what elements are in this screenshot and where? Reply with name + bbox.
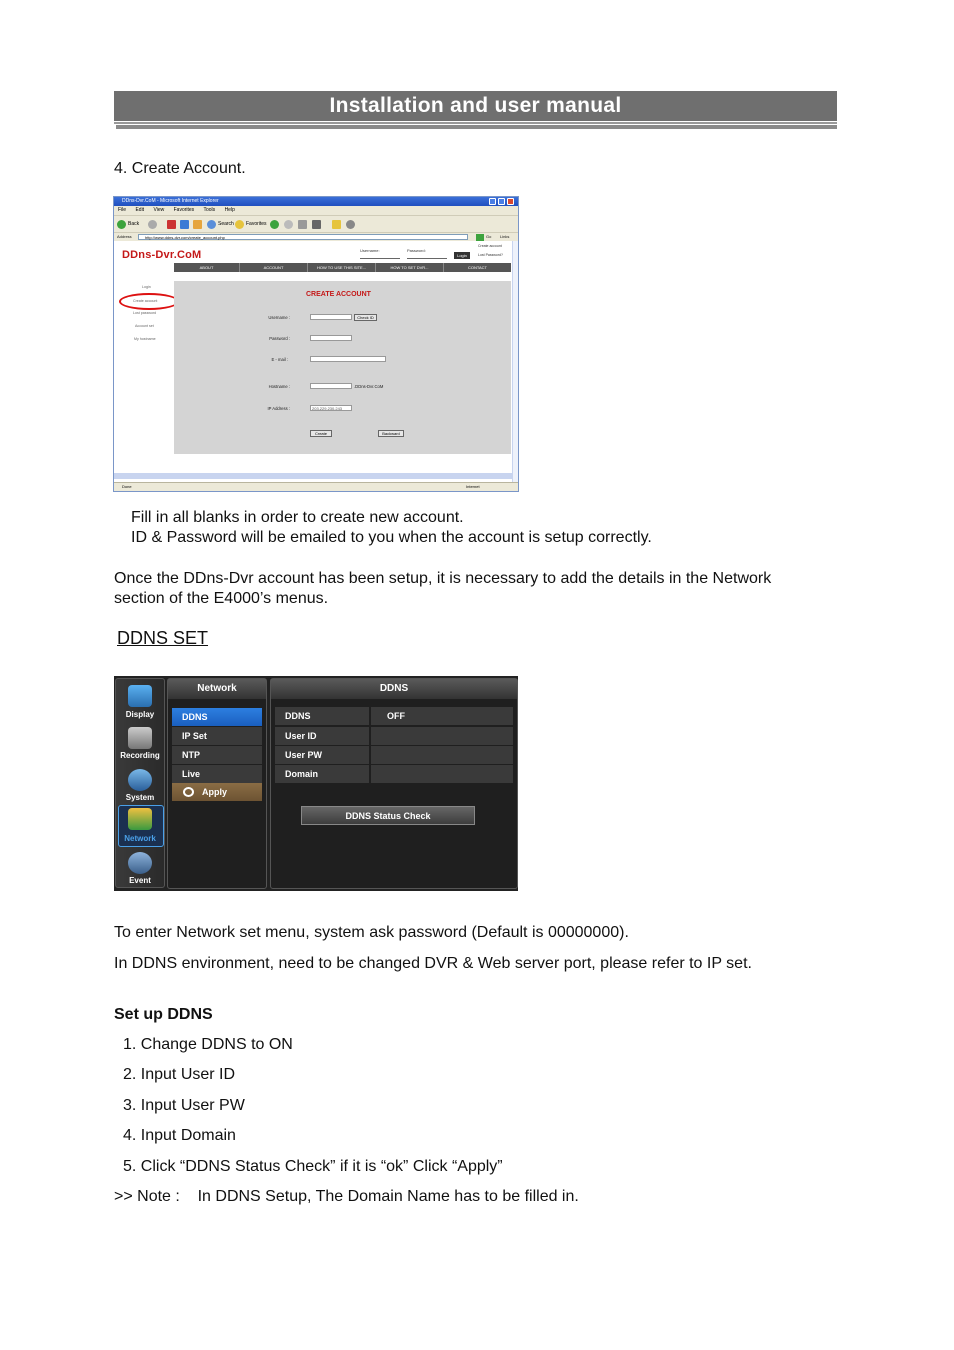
network-item-live[interactable]: Live xyxy=(172,765,262,783)
network-item-ip-set[interactable]: IP Set xyxy=(172,727,262,745)
setup-step-1: 1. Change DDNS to ON xyxy=(123,1036,293,1053)
stop-icon[interactable] xyxy=(167,220,176,229)
favorites-label[interactable]: Favorites xyxy=(246,221,267,227)
user-id-field[interactable] xyxy=(371,727,513,745)
history-icon[interactable] xyxy=(284,220,293,229)
email-input[interactable] xyxy=(310,356,386,362)
display-icon[interactable] xyxy=(128,685,152,707)
user-pw-label: User PW xyxy=(275,746,369,764)
create-account-form xyxy=(174,281,511,454)
address-input[interactable]: http://www.ddns-dvr.com/create_account.php xyxy=(138,234,468,240)
user-pw-field[interactable] xyxy=(371,746,513,764)
ddns-panel-title: DDNS xyxy=(271,679,517,699)
instruction-line-2: ID & Password will be emailed to you when the account is setup correctly. xyxy=(131,529,652,546)
ddns-settings-panel xyxy=(270,678,518,889)
header-rule xyxy=(114,122,837,124)
form-title: CREATE ACCOUNT xyxy=(306,291,371,298)
menu-file[interactable]: File xyxy=(118,207,127,213)
login-username-input[interactable] xyxy=(360,254,400,259)
setup-step-3: 3. Input User PW xyxy=(123,1097,245,1114)
hostname-input[interactable] xyxy=(310,383,352,389)
ddns-label: DDNS xyxy=(275,707,369,725)
setup-step-2: 2. Input User ID xyxy=(123,1066,236,1083)
print-icon[interactable] xyxy=(312,220,321,229)
instruction-line-1: Fill in all blanks in order to create new account. xyxy=(131,509,464,526)
nav-how-to-set-dvr[interactable]: HOW TO SET DVR... xyxy=(376,263,444,272)
recording-icon[interactable] xyxy=(128,727,152,749)
network-item-ddns[interactable]: DDNS xyxy=(172,708,262,726)
system-icon[interactable] xyxy=(128,769,152,791)
apply-button[interactable]: Apply xyxy=(172,783,262,801)
vertical-scrollbar[interactable] xyxy=(512,241,518,482)
apply-icon xyxy=(183,787,194,797)
menu-favorites[interactable]: Favorites xyxy=(173,207,195,213)
forward-icon[interactable] xyxy=(148,220,157,229)
note-password: To enter Network set menu, system ask password (Default is 00000000). xyxy=(114,924,629,941)
page-content xyxy=(114,241,512,482)
login-button[interactable]: Login xyxy=(454,252,470,259)
menu-edit[interactable]: Edit xyxy=(135,207,145,213)
email-label: E - mail : xyxy=(271,357,288,362)
backward-button[interactable]: Backward xyxy=(378,430,404,437)
ddns-value[interactable]: OFF xyxy=(371,707,513,725)
category-network[interactable]: Network xyxy=(124,834,156,843)
domain-label: Domain xyxy=(275,765,369,783)
search-label[interactable]: Search xyxy=(218,221,234,227)
category-event[interactable]: Event xyxy=(129,876,151,885)
username-label: Username : xyxy=(268,315,290,320)
browser-menubar xyxy=(114,206,518,215)
status-done: Done xyxy=(122,484,132,489)
sidebar-item-login[interactable]: Login xyxy=(142,285,151,289)
login-password-label: Password: xyxy=(407,248,426,253)
check-id-button[interactable]: Check ID xyxy=(354,314,377,321)
menu-view[interactable]: View xyxy=(153,207,165,213)
paragraph-line-1: Once the DDns-Dvr account has been setup, it is necessary to add the details in the Network xyxy=(114,570,772,587)
create-button[interactable]: Create xyxy=(310,430,332,437)
maximize-icon[interactable] xyxy=(498,198,505,205)
login-password-input[interactable] xyxy=(407,254,447,259)
ip-address-label: IP Address : xyxy=(267,406,290,411)
paragraph-line-2: section of the E4000’s menus. xyxy=(114,590,329,607)
site-navbar xyxy=(174,263,511,272)
setup-heading: Set up DDNS xyxy=(114,1006,213,1023)
ddns-row-user-id xyxy=(275,727,513,745)
password-input[interactable] xyxy=(310,335,352,341)
edit-icon[interactable] xyxy=(332,220,341,229)
category-display[interactable]: Display xyxy=(125,710,155,719)
home-icon[interactable] xyxy=(193,220,202,229)
status-zone: Internet xyxy=(466,484,480,489)
ddns-row-ddns xyxy=(275,707,513,725)
go-label[interactable]: Go xyxy=(486,234,492,239)
note-ports: In DDNS environment, need to be changed DVR & Web server port, please refer to IP set. xyxy=(114,955,752,972)
network-icon[interactable] xyxy=(128,808,152,830)
network-menu-panel xyxy=(167,678,267,889)
ddns-set-heading: DDNS SET xyxy=(117,628,209,648)
media-icon[interactable] xyxy=(270,220,279,229)
setup-note: >> Note : In DDNS Setup, The Domain Name has to be filled in. xyxy=(114,1188,579,1205)
browser-titlebar xyxy=(114,197,518,206)
sidebar-item-my-hostname[interactable]: My hostname xyxy=(134,337,156,341)
mail-icon[interactable] xyxy=(298,220,307,229)
nav-how-to-use[interactable]: HOW TO USE THIS SITE... xyxy=(308,263,376,272)
step-heading: 4. Create Account. xyxy=(114,160,246,177)
ddns-status-check-button[interactable]: DDNS Status Check xyxy=(301,806,475,825)
create-account-link[interactable]: Create account xyxy=(478,244,502,248)
setup-step-4: 4. Input Domain xyxy=(123,1127,236,1144)
menu-tools[interactable]: Tools xyxy=(203,207,216,213)
network-panel-title: Network xyxy=(168,679,266,699)
sidebar-item-create-account[interactable]: Create account xyxy=(133,299,158,303)
minimize-icon[interactable] xyxy=(489,198,496,205)
dvr-menu-screenshot xyxy=(114,676,518,891)
login-username-label: Username: xyxy=(360,248,380,253)
event-icon[interactable] xyxy=(128,852,152,874)
sidebar-item-lost-password[interactable]: Lost password xyxy=(133,311,157,315)
horizontal-scrollbar[interactable] xyxy=(114,473,512,479)
lost-password-link[interactable]: Lost Password? xyxy=(478,253,503,257)
menu-help[interactable]: Help xyxy=(224,207,235,213)
sidebar-item-account-set[interactable]: Account set xyxy=(135,324,154,328)
nav-account[interactable]: ACCOUNT xyxy=(240,263,308,272)
hostname-suffix: .DDns-Dvr.CoM xyxy=(354,384,384,389)
go-icon[interactable] xyxy=(476,234,484,241)
nav-contact[interactable]: CONTACT xyxy=(467,265,488,270)
page-header: Installation and user manual xyxy=(114,91,837,121)
password-label: Password : xyxy=(269,336,290,341)
ip-address-input[interactable]: 203.229.230.243 xyxy=(310,405,352,411)
ddns-row-domain xyxy=(275,765,513,783)
favorites-icon[interactable] xyxy=(235,220,244,229)
refresh-icon[interactable] xyxy=(180,220,189,229)
window-title: DDns-Dvr.CoM - Microsoft Internet Explorer xyxy=(122,198,219,204)
dvr-category-bar xyxy=(115,678,165,888)
back-label[interactable]: Back xyxy=(128,221,140,227)
header-rule-thick xyxy=(116,125,837,129)
username-input[interactable] xyxy=(310,314,352,320)
back-icon[interactable] xyxy=(117,220,126,229)
nav-about[interactable]: ABOUT xyxy=(174,263,240,272)
browser-screenshot xyxy=(113,196,519,492)
ddns-row-user-pw xyxy=(275,746,513,764)
browser-statusbar xyxy=(114,482,518,491)
search-icon[interactable] xyxy=(207,220,216,229)
highlight-oval xyxy=(119,293,179,310)
category-system[interactable]: System xyxy=(125,793,155,802)
setup-step-5: 5. Click “DDNS Status Check” if it is “ok” Click “Apply” xyxy=(123,1158,503,1175)
site-logo: DDns-Dvr.CoM xyxy=(122,249,202,261)
browser-toolbar xyxy=(114,215,518,232)
network-item-ntp[interactable]: NTP xyxy=(172,746,262,764)
user-id-label: User ID xyxy=(275,727,369,745)
links-label[interactable]: Links xyxy=(500,234,510,239)
address-label: Address xyxy=(117,234,132,239)
browser-addressbar xyxy=(114,232,518,241)
category-recording[interactable]: Recording xyxy=(120,751,160,760)
domain-field[interactable] xyxy=(371,765,513,783)
close-icon[interactable] xyxy=(507,198,514,205)
hostname-label: Hostname : xyxy=(268,384,290,389)
messenger-icon[interactable] xyxy=(346,220,355,229)
